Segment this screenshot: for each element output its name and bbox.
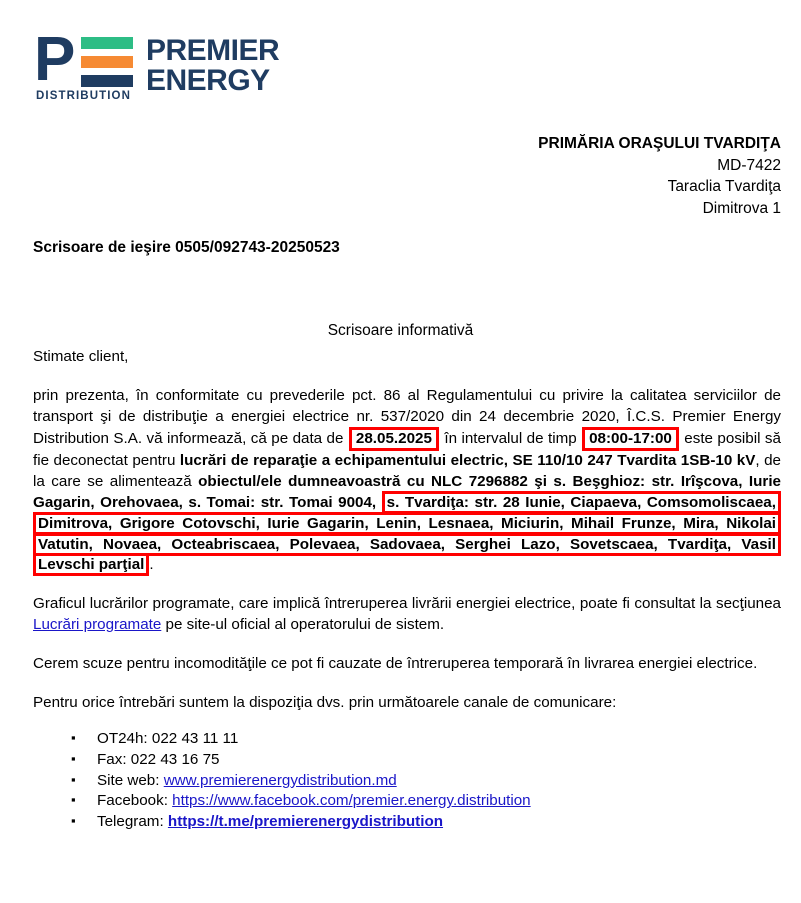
addressee-name: PRIMĂRIA ORAŞULUI TVARDIŢA (538, 135, 781, 152)
affected-streets-highlight: s. Tvardiţa: str. 28 Iunie, Ciapaeva, Comsomoliscaea, Dimitrova, Grigore Cotovschi, Iurie Gagarin, Lenin, Lesnaea, Miciurin, Mihail Frunze, Mira, Nikolai Vatutin, Novaea, Octeabriscaea, Polevaea, Sadovaea, Serghei Lazo, Sovetscaea, Tvardiţa, Vasil Levschi parţial (33, 491, 781, 576)
logo-wordmark-line1: PREMIER (146, 34, 280, 67)
addressee-postal-code: MD-7422 (717, 156, 781, 174)
outage-notice-paragraph (33, 386, 781, 576)
outage-time-highlight: 08:00-17:00 (582, 427, 679, 451)
logo-letter-p: P (34, 25, 74, 94)
list-item (71, 791, 781, 812)
affected-objects-text: obiectul/ele dumneavoastră cu NLC 7296882 şi s. Beşghioz: str. Irîşcova, Iurie Gagarin, Orehovaea, s. Tomai: str. Tomai 9004, (33, 473, 781, 511)
outage-works-description: lucrări de reparaţie a echipamentului electric, SE 110/10 247 Tvardita 1SB-10 kV (179, 452, 756, 470)
logo-wordmark (146, 36, 279, 96)
logo-bar-green (81, 37, 133, 49)
premier-energy-logo (34, 25, 280, 102)
salutation: Stimate client, (33, 348, 129, 365)
notice-supplied-lead: , de la care se alimentează (33, 452, 781, 491)
logo-wordmark-line2: ENERGY (146, 64, 270, 97)
notice-reason-lead: este posibil să fie deconectat pentru (33, 430, 781, 470)
contact-label: Facebook: (97, 792, 168, 810)
contact-value: 022 43 11 11 (151, 730, 239, 748)
scheduled-works-link[interactable]: Lucrări programate (33, 615, 162, 633)
letter-reference: Scrisoare de ieşire 0505/092743-20250523 (33, 239, 340, 256)
contact-label: Site web: (97, 771, 160, 789)
contact-label: OT24h: (97, 730, 148, 748)
list-item (71, 750, 781, 771)
logo-subtitle: DISTRIBUTION (36, 90, 131, 102)
schedule-text-lead: Graficul lucrărilor programate, care implică întreruperea livrării energiei electrice, poate fi consultat la secţiunea (33, 595, 781, 613)
document-body (33, 347, 781, 832)
notice-intro-text: prin prezenta, în conformitate cu prevederile pct. 86 al Regulamentului cu privire la calitatea serviciilor de transport şi de distribuţie a energiei electrice nr. 537/2020 din 24 decembrie 2020, Î.C.S. Premier Energy Distribution S.A. vă informează, că pe data de (33, 386, 781, 448)
logo-bar-orange (81, 56, 133, 68)
list-item (71, 812, 781, 833)
addressee-street: Dimitrova 1 (702, 199, 781, 217)
notice-period: . (149, 556, 154, 574)
contact-intro-paragraph: Pentru orice întrebări suntem la dispoziţia dvs. prin următoarele canale de comunicare: (33, 693, 617, 711)
telegram-link[interactable]: https://t.me/premierenergydistribution (167, 812, 444, 830)
logo-bar-navy (81, 75, 133, 87)
schedule-text-tail: pe site-ul oficial al operatorului de sistem. (165, 615, 445, 633)
logo-mark (34, 25, 134, 102)
logo-bars-icon (81, 37, 133, 87)
document-title: Scrisoare informativă (327, 322, 474, 339)
contact-label: Telegram: (97, 812, 164, 830)
facebook-link[interactable]: https://www.facebook.com/premier.energy.distribution (172, 792, 531, 810)
addressee-locality: Taraclia Tvardiţa (667, 178, 781, 195)
list-item (71, 771, 781, 792)
notice-interval-text: în intervalul de timp (444, 430, 577, 448)
schedule-paragraph (33, 594, 781, 636)
list-item (71, 729, 781, 750)
contact-channels-list (33, 729, 781, 832)
addressee-block (538, 133, 781, 219)
apology-paragraph: Cerem scuze pentru incomodităţile ce pot fi cauzate de întreruperea temporară în livrarea energiei electrice. (33, 654, 758, 672)
contact-value: 022 43 16 75 (130, 750, 220, 768)
contact-label: Fax: (97, 750, 127, 768)
website-link[interactable]: www.premierenergydistribution.md (163, 771, 397, 789)
outage-date-highlight: 28.05.2025 (349, 427, 439, 451)
